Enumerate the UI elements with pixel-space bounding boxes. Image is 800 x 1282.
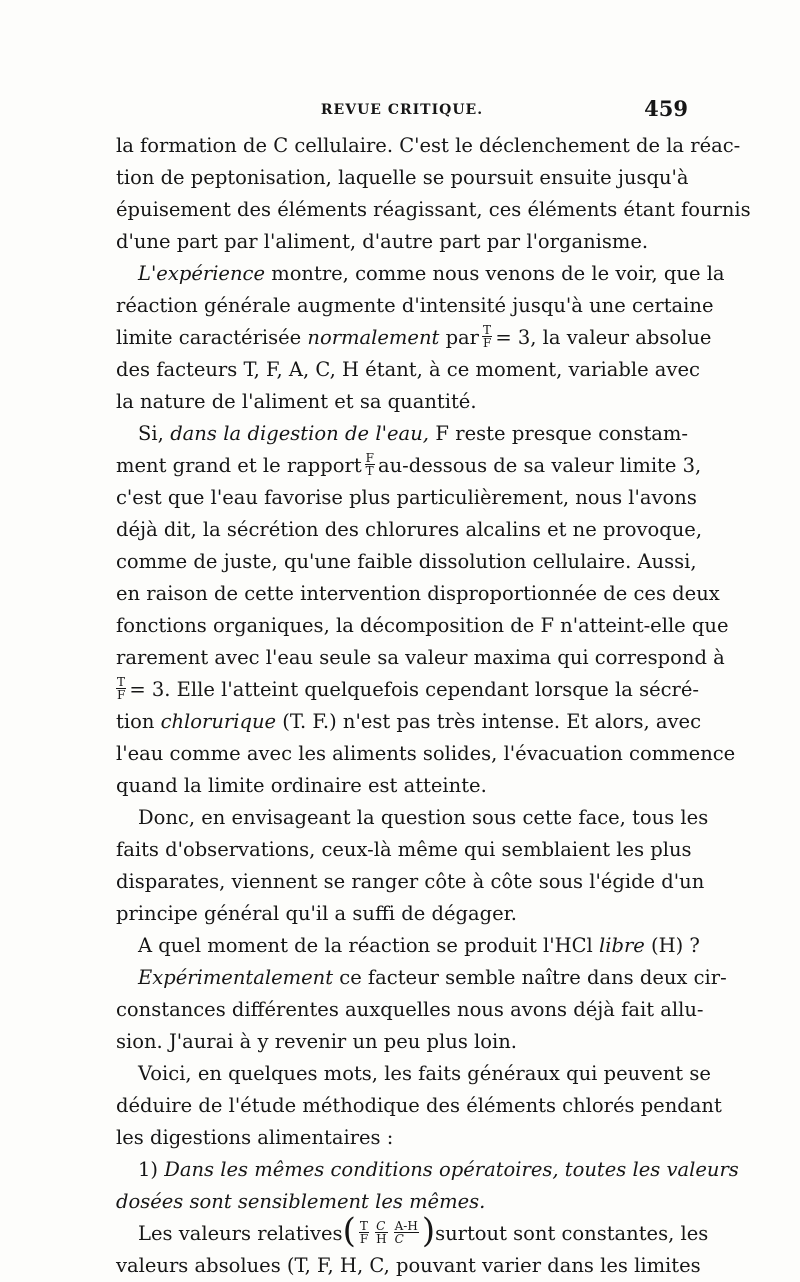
text-line: disparates, viennent se ranger côte à côte sous l'égide d'un — [116, 870, 705, 893]
text-line: faits d'observations, ceux-là même qui semblaient les plus — [116, 838, 692, 861]
text-line: d'une part par l'aliment, d'autre part par l'organisme. — [116, 230, 649, 253]
italic-text: dans la digestion de l'eau, — [170, 422, 429, 445]
fraction-t-over-f: $\frac{T}{F}$ — [359, 1219, 369, 1246]
text-line: principe général qu'il a suffi de dégager. — [116, 902, 517, 925]
fraction-ah-over-c: $\frac{A-H}{C}$ — [394, 1219, 418, 1246]
text-line — [116, 1186, 688, 1218]
left-paren: ( — [342, 1210, 356, 1251]
relative-values-formula — [342, 1210, 436, 1251]
text-line — [116, 674, 699, 706]
text-span: = 3, la valeur absolue — [495, 326, 712, 349]
right-paren: ) — [421, 1210, 436, 1251]
italic-text: L'expérience — [138, 262, 265, 285]
text-line — [116, 930, 700, 962]
text-line: la formation de C cellulaire. C'est le déclenchement de la réac- — [116, 134, 741, 157]
text-line: des facteurs T, F, A, C, H étant, à ce moment, variable avec — [116, 358, 700, 381]
text-line: déjà dit, la sécrétion des chlorures alcalins et ne provoque, — [116, 518, 703, 541]
body-text — [116, 130, 751, 1282]
text-span: (H) ? — [644, 934, 700, 957]
text-line — [116, 1210, 709, 1251]
text-line — [116, 418, 688, 450]
text-span: F reste presque constam- — [428, 422, 688, 445]
text-span: au-dessous de sa valeur limite 3, — [377, 454, 702, 477]
text-span: surtout sont constantes, les — [435, 1222, 709, 1245]
text-line — [116, 1154, 739, 1186]
text-span: Si, — [138, 422, 171, 445]
text-line — [116, 450, 702, 482]
text-span: = 3. Elle l'atteint quelquefois cependant lorsque la sécré- — [129, 678, 699, 701]
page-number: 459 — [644, 96, 688, 121]
italic-text: chlorurique — [160, 710, 277, 733]
text-span: tion — [116, 710, 161, 733]
text-span: par — [439, 326, 480, 349]
text-line: comme de juste, qu'une faible dissolution cellulaire. Aussi, — [116, 550, 697, 573]
italic-text: Expérimentalement — [138, 966, 334, 989]
text-line: Voici, en quelques mots, les faits généraux qui peuvent se — [138, 1062, 711, 1085]
text-line: valeurs absolues (T, F, H, C, pouvant varier dans les limites — [116, 1254, 701, 1277]
text-span: ment grand et le rapport — [116, 454, 362, 477]
italic-text: libre — [598, 934, 645, 957]
text-line — [116, 962, 727, 994]
fraction-t-over-f: $\frac{T}{F}$ — [117, 675, 126, 702]
text-line: épuisement des éléments réagissant, ces éléments étant fournis — [116, 198, 751, 221]
text-line: les digestions alimentaires : — [116, 1126, 394, 1149]
text-line: c'est que l'eau favorise plus particulièrement, nous l'avons — [116, 486, 697, 509]
text-span: limite caractérisée — [116, 326, 308, 349]
text-line — [116, 322, 712, 354]
text-line: sion. J'aurai à y revenir un peu plus loin. — [116, 1030, 518, 1053]
text-line — [116, 258, 725, 290]
text-span: A quel moment de la réaction se produit l'HCl — [138, 934, 599, 957]
text-line: déduire de l'étude méthodique des éléments chlorés pendant — [116, 1094, 722, 1117]
text-span: montre, comme nous venons de le voir, que la — [265, 262, 725, 285]
text-span: (T. F.) n'est pas très intense. Et alors, avec — [276, 710, 701, 733]
running-title: REVUE CRITIQUE. — [320, 102, 484, 118]
text-span: ce facteur semble naître dans deux cir- — [333, 966, 727, 989]
text-line: l'eau comme avec les aliments solides, l'évacuation commence — [116, 742, 736, 765]
text-line: Donc, en envisageant la question sous cette face, tous les — [138, 806, 709, 829]
text-line: en raison de cette intervention disproportionnée de ces deux — [116, 582, 720, 605]
italic-text: Dans les mêmes conditions opératoires, toutes les valeurs — [164, 1158, 739, 1181]
text-line: réaction générale augmente d'intensité jusqu'à une certaine — [116, 294, 714, 317]
italic-text: normalement — [307, 326, 440, 349]
fraction-f-over-t: $\frac{F}{T}$ — [365, 451, 374, 478]
fraction-c-over-h: $\frac{C}{H}$ — [376, 1219, 387, 1246]
text-line: la nature de l'aliment et sa quantité. — [116, 390, 477, 413]
text-line: fonctions organiques, la décomposition de F n'atteint-elle que — [116, 614, 729, 637]
text-line: rarement avec l'eau seule sa valeur maxima qui correspond à — [116, 646, 725, 669]
fraction-t-over-f: $\frac{T}{F}$ — [483, 323, 492, 350]
text-span: 1) — [138, 1158, 165, 1181]
text-line: quand la limite ordinaire est atteinte. — [116, 774, 487, 797]
text-span: Les valeurs relatives — [138, 1222, 343, 1245]
italic-text: dosées sont sensiblement les mêmes. — [116, 1190, 486, 1213]
text-line: tion de peptonisation, laquelle se poursuit ensuite jusqu'à — [116, 166, 689, 189]
text-line: constances différentes auxquelles nous avons déjà fait allu- — [116, 998, 704, 1021]
text-line — [116, 706, 701, 738]
page-header — [116, 96, 688, 126]
